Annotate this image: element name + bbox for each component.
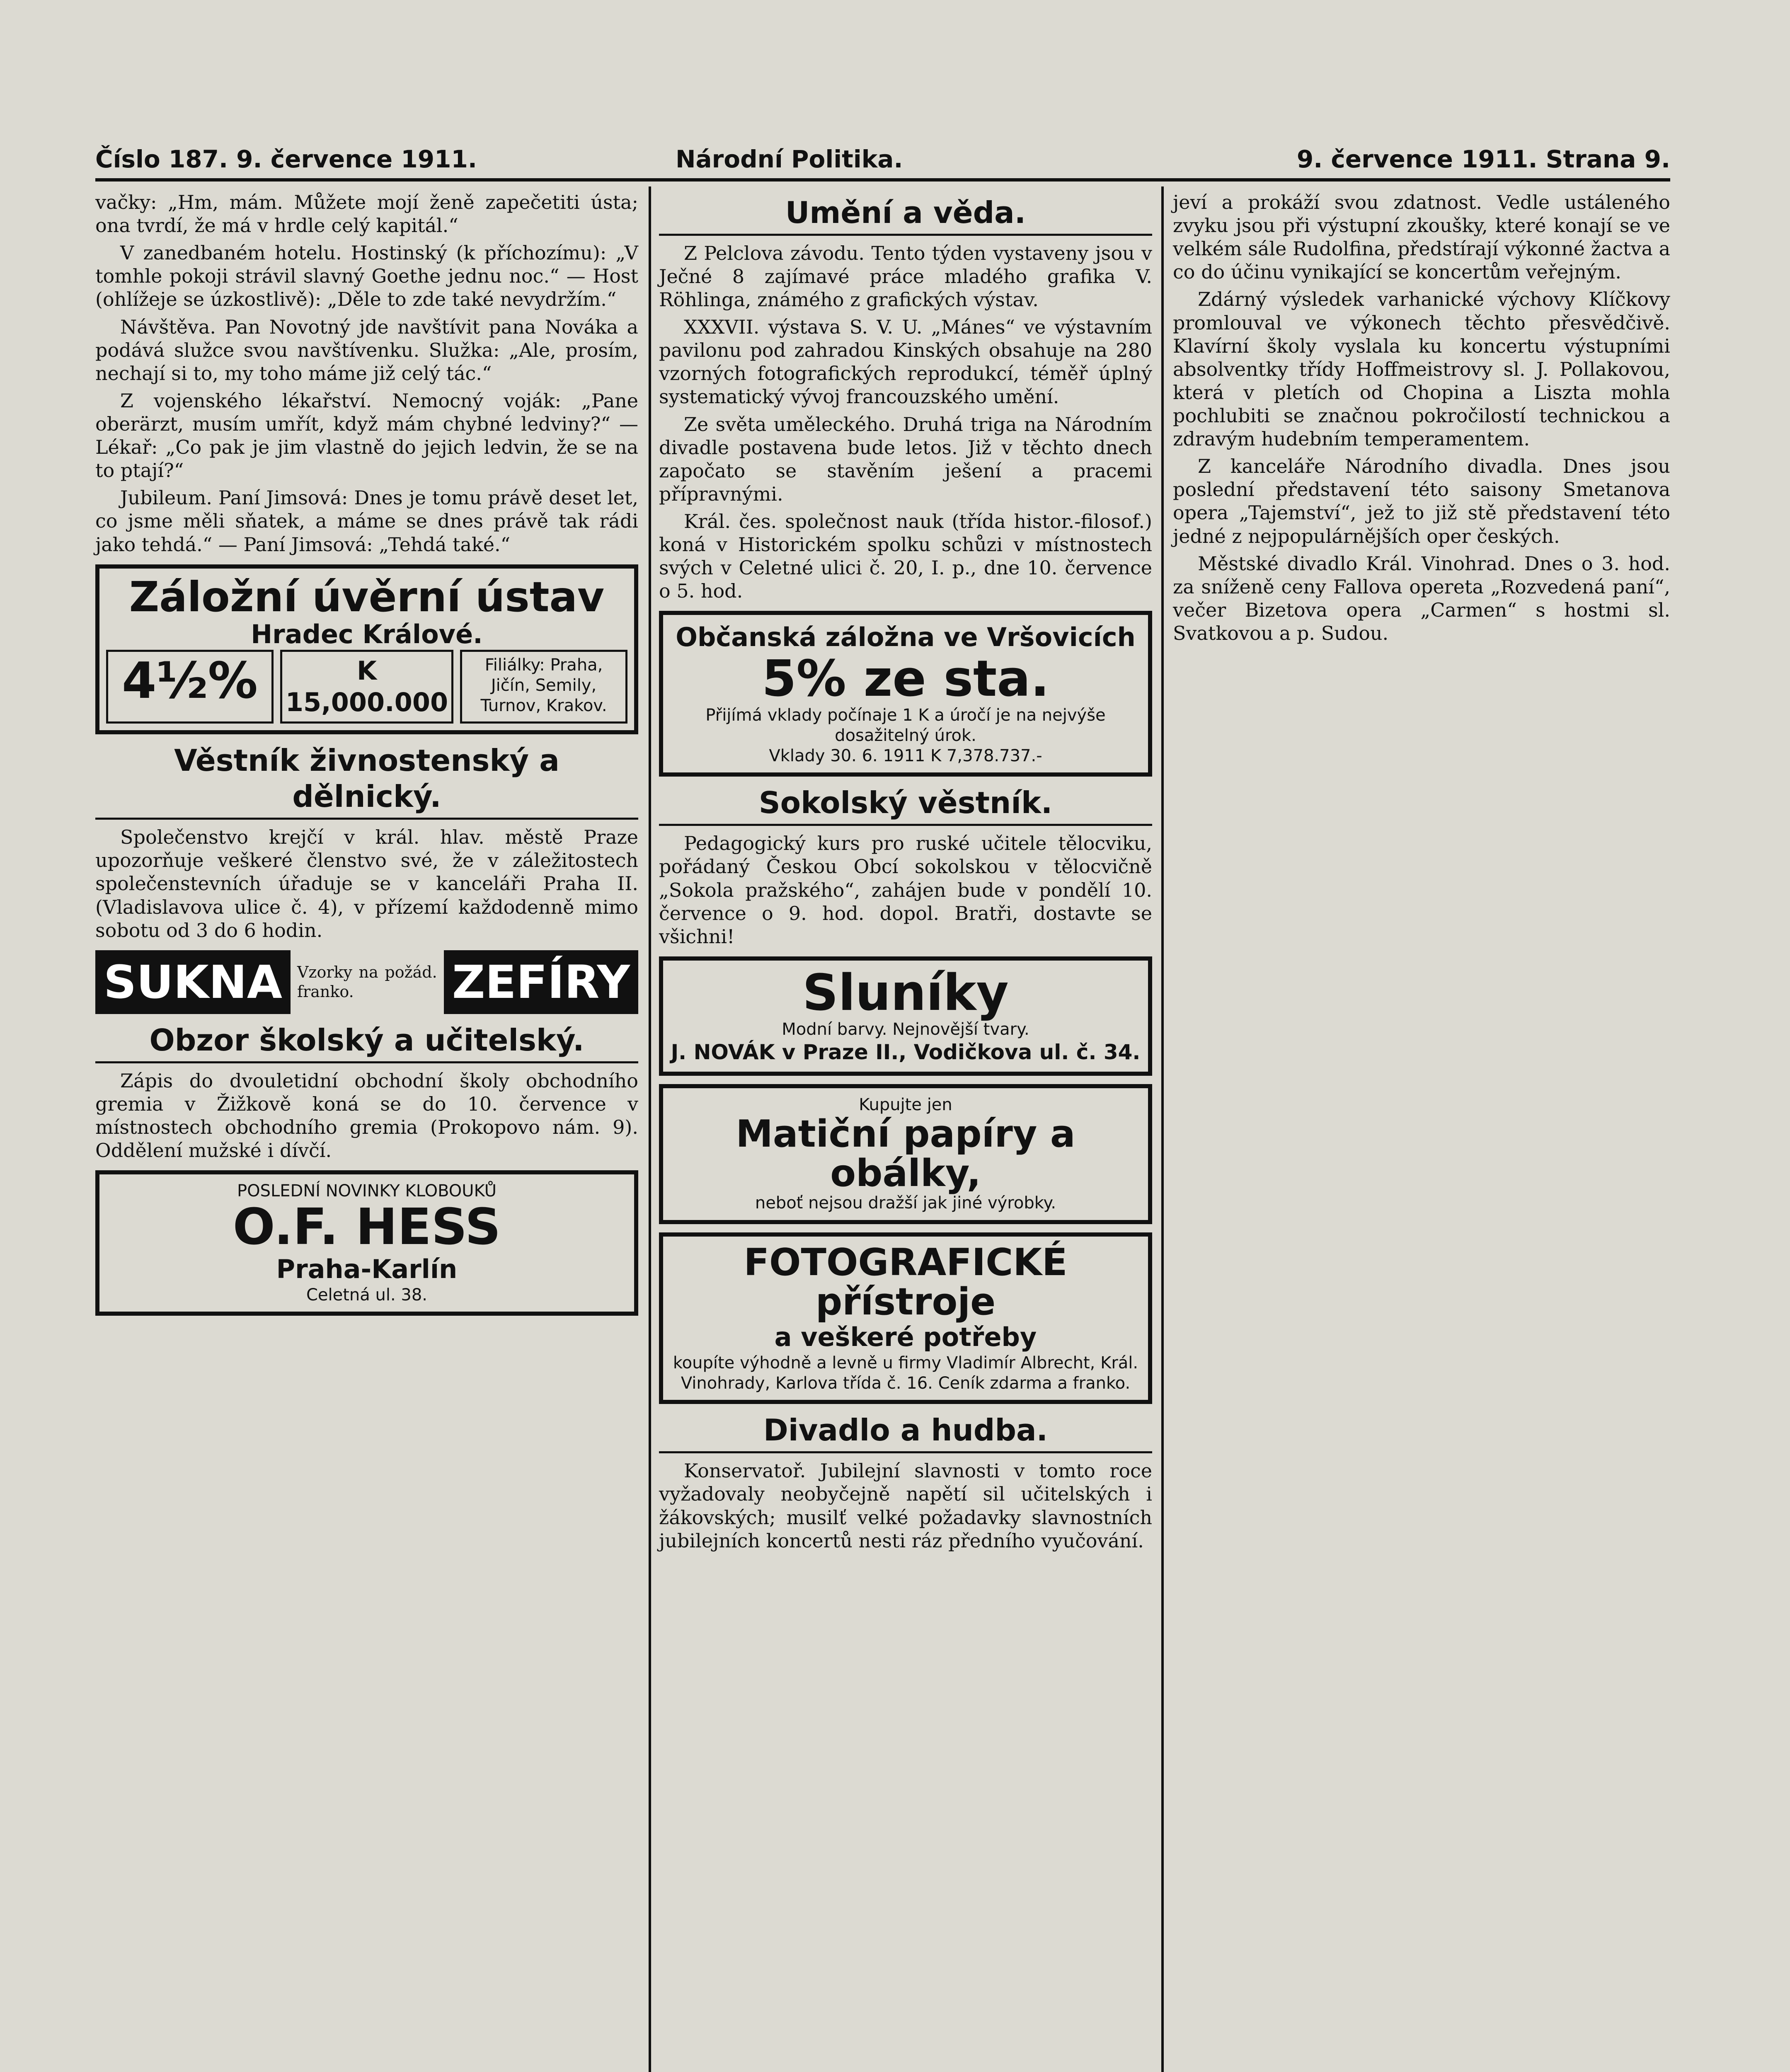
ad-maticni-papiry bbox=[659, 1084, 1152, 1225]
ad-city: Hradec Králové. bbox=[251, 619, 483, 649]
section-title: Věstník živnostenský a dělnický. bbox=[95, 743, 638, 820]
article-paragraph: V zanedbaném hotelu. Hostinský (k příchozímu): „V tomhle pokoji strávil slavný Goethe jednu noc.“ — Host (ohlížeje se úzkostlivě): „Děle to zde také nevydržím.“ bbox=[95, 242, 638, 311]
newspaper-title: Národní Politika. bbox=[676, 145, 903, 173]
article-paragraph: vačky: „Hm, mám. Můžete mojí ženě zapečetiti ústa; ona tvrdí, že má v hrdle celý kapitál.“ bbox=[95, 191, 638, 237]
article-paragraph: Zdárný výsledek varhanické výchovy Klíčkovy promlouval ve výkonech těchto přesvědčivě. Klavírní školy vyslala ku koncertu výstupními absolventky třídy Hoffmeistrovy sl. J. Pollakovou, která v pletích od Chopina a Liszta mohla pochlubiti se značnou pokročilostí technickou a zdravým hudebním temperamentem. bbox=[1173, 288, 1670, 450]
ad-address: Celetná ul. 38. bbox=[306, 1285, 428, 1305]
ad-title: Sluníky bbox=[802, 964, 1009, 1022]
issue-number: Číslo 187. 9. července 1911. bbox=[95, 145, 477, 173]
ad-zefiry: ZEFÍRY bbox=[444, 950, 638, 1014]
article-paragraph: Z vojenského lékařství. Nemocný voják: „Pane oberärzt, musím umřít, když mám chybné ledviny?“ — Lékař: „Co pak je jim vlastně do jejich ledvin, že se na to ptají?“ bbox=[95, 389, 638, 482]
ad-note: Vzorky na požád. franko. bbox=[297, 963, 437, 1001]
article-paragraph: Král. čes. společnost nauk (třída histor.-filosof.) koná v Historickém spolku schůzi v místnostech svých v Celetné ulici č. 20, I. p., dne 10. července o 5. hod. bbox=[659, 510, 1152, 603]
ad-zalozni-uverni-ustav bbox=[95, 564, 638, 734]
article-paragraph: jeví a prokáží svou zdatnost. Vedle ustáleného zvyku jsou při výstupní zkoušky, které konají se ve velkém sále Rudolfina, předstírají výkonné žactva a co do účinu vynikající se koncertům veřejným. bbox=[1173, 191, 1670, 283]
ad-shop: J. NOVÁK v Praze II., Vodičkova ul. č. 34. bbox=[671, 1040, 1141, 1064]
section-title: Umění a věda. bbox=[659, 195, 1152, 236]
column-2 bbox=[659, 191, 1152, 1556]
section-title: Obzor školský a učitelský. bbox=[95, 1022, 638, 1063]
article-paragraph: Jubileum. Paní Jimsová: Dnes je tomu právě deset let, co jsme měli sňatek, a máme se dnes právě tak rádi jako tehdá.“ — Paní Jimsová: „Tehdá také.“ bbox=[95, 487, 638, 556]
article-paragraph: Pedagogický kurs pro ruské učitele tělocviku, pořádaný Českou Obcí sokolskou v tělocvičně „Sokola pražského“, zahájen bude v pondělí 10. července o 9. hod. dopol. Bratři, dostavte se všichni! bbox=[659, 832, 1152, 948]
ad-deposits: Vklady 30. 6. 1911 K 7,378.737.- bbox=[769, 746, 1042, 765]
article-paragraph: XXXVII. výstava S. V. U. „Mánes“ ve výstavním pavilonu pod zahradou Kinských obsahuje na 280 vzorných fotografických reprodukcí, téměř úplný systematický vývoj francouzského umění. bbox=[659, 316, 1152, 408]
column-1 bbox=[95, 191, 638, 1324]
ad-text: koupíte výhodně a levně u firmy Vladimír Albrecht, Král. Vinohrady, Karlova třída č. 16. Ceník zdarma a franko. bbox=[673, 1353, 1138, 1393]
section-title: Sokolský věstník. bbox=[659, 785, 1152, 826]
ad-rate: 4½% bbox=[121, 652, 258, 710]
ad-top: Kupujte jen bbox=[859, 1095, 952, 1114]
ad-city: Praha-Karlín bbox=[276, 1254, 458, 1284]
article-paragraph: Návštěva. Pan Novotný jde navštívit pana Nováka a podává služce svou navštívenku. Služka: „Ale, prosím, nechají si to, my toho máme již celý tác.“ bbox=[95, 315, 638, 385]
ad-branches: Filiálky: Praha, Jičín, Semily, Turnov, Krakov. bbox=[480, 656, 607, 715]
ad-title: Občanská záložna ve Vršovicích bbox=[676, 622, 1136, 653]
ad-rate: 5% ze sta. bbox=[762, 650, 1049, 708]
article-paragraph: Ze světa uměleckého. Druhá triga na Národním divadle postavena bude letos. Již v těchto dnech započato se stavěním ješení a pracemi přípravnými. bbox=[659, 413, 1152, 505]
column-divider bbox=[1161, 186, 1164, 2072]
ad-name: O.F. HESS bbox=[233, 1198, 501, 1256]
article-paragraph: Konservatoř. Jubilejní slavnosti v tomto roce vyžadovaly neobyčejně napětí sil učitelských i žákovských; musilť velké požadavky slavnostních jubilejních koncertů nesti ráz předního vyučování. bbox=[659, 1460, 1152, 1552]
ad-sub: a veškeré potřeby bbox=[774, 1322, 1037, 1353]
page-date: 9. července 1911. Strana 9. bbox=[1296, 145, 1670, 173]
article-paragraph: Z kanceláře Národního divadla. Dnes jsou poslední představení této saisony Smetanova opera „Tajemství“, jež to již stě představení této jedné z nejpopulárnějších oper českých. bbox=[1173, 455, 1670, 547]
page-header bbox=[95, 137, 1670, 182]
ad-fotograficke bbox=[659, 1232, 1152, 1404]
article-paragraph: Zápis do dvouletidní obchodní školy obchodního gremia v Žižkově koná se do 10. července v místnostech obchodního gremia (Prokopovo nám. 9). Oddělení mužské i dívčí. bbox=[95, 1069, 638, 1162]
ad-top: POSLEDNÍ NOVINKY KLOBOUKŮ bbox=[237, 1181, 497, 1201]
article-paragraph: Městské divadlo Král. Vinohrad. Dnes o 3. hod. za sníženě ceny Fallova opereta „Rozvedená paní“, večer Bizetova opera „Carmen“ s hostmi sl. Svatkovou a p. Sudou. bbox=[1173, 552, 1670, 644]
column-3 bbox=[1173, 191, 1670, 649]
ad-title: FOTOGRAFICKÉ přístroje bbox=[744, 1241, 1068, 1324]
ad-sluniky bbox=[659, 956, 1152, 1076]
ad-capital: K 15,000.000 bbox=[285, 656, 448, 717]
section-title: Divadlo a hudba. bbox=[659, 1412, 1152, 1453]
ad-hess bbox=[95, 1170, 638, 1316]
ad-sukna-zefiry bbox=[95, 950, 638, 1014]
newspaper-page bbox=[95, 137, 1670, 2072]
article-paragraph: Z Pelclova závodu. Tento týden vystaveny jsou v Ječné 8 zajímavé práce mladého grafika V. Röhlinga, známého z grafických výstav. bbox=[659, 242, 1152, 311]
article-paragraph: Společenstvo krejčí v král. hlav. městě Praze upozorňuje veškeré členstvo své, že v záležitostech společenstevních úřaduje se v kanceláři Praha II. (Vladislavova ulice č. 4), v přízemí každodenně mimo sobotu od 3 do 6 hodin. bbox=[95, 826, 638, 942]
ad-title: Záložní úvěrní ústav bbox=[129, 572, 605, 621]
column-divider bbox=[649, 186, 651, 2072]
ad-text: Přijímá vklady počínaje 1 K a úročí je na nejvýše dosažitelný úrok. bbox=[705, 706, 1106, 745]
ad-sub: neboť nejsou dražší jak jiné výrobky. bbox=[755, 1193, 1056, 1213]
ad-obcanska-zalozna bbox=[659, 611, 1152, 777]
ad-sukna: SUKNA bbox=[95, 950, 291, 1014]
ad-title: Matiční papíry a obálky, bbox=[736, 1112, 1075, 1195]
ad-sub: Modní barvy. Nejnovější tvary. bbox=[782, 1019, 1029, 1039]
